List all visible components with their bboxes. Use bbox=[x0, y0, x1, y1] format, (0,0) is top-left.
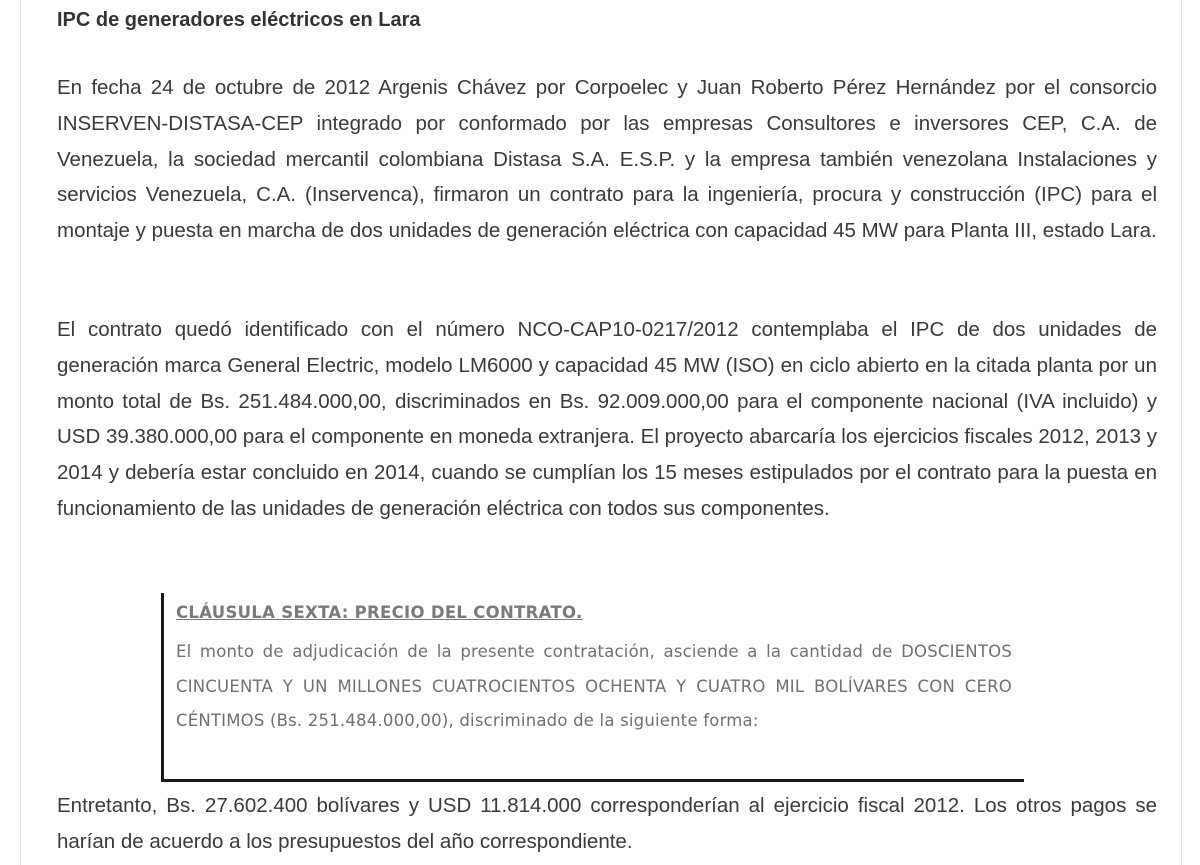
page-border-left bbox=[20, 0, 21, 865]
paragraph-contract-signing: En fecha 24 de octubre de 2012 Argenis Chávez por Corpoelec y Juan Roberto Pérez Hernández por el consorcio INSERVEN-DISTASA-CEP integrado por conformado por las empresas Consultores e inversores CEP, C.A. de Venezuela, la sociedad mercantil colombiana Distasa S.A. E.S.P. y la empresa también venezolana Instalaciones y servicios Venezuela, C.A. (Inservenca), firmaron un contrato para la ingeniería, procura y construcción (IPC) para el montaje y puesta en marcha de dos unidades de generación eléctrica con capacidad 45 MW para Planta III, estado Lara. bbox=[57, 76, 1157, 243]
page-border-right bbox=[1181, 0, 1182, 865]
paragraph-fiscal-2012: Entretanto, Bs. 27.602.400 bolívares y USD 11.814.000 corresponderían al ejercicio fiscal 2012. Los otros pagos se harían de acuerdo a los presupuestos del año correspondiente. bbox=[57, 794, 1157, 853]
article-heading: IPC de generadores eléctricos en Lara bbox=[57, 9, 421, 31]
clause-title: CLÁUSULA SEXTA: PRECIO DEL CONTRATO. bbox=[176, 603, 583, 622]
clause-body: El monto de adjudicación de la presente contratación, asciende a la cantidad de DOSCIENTOS CINCUENTA Y UN MILLONES CUATROCIENTOS OCHENTA Y CUATRO MIL BOLÍVARES CON CERO CÉNTIMOS (Bs. 251.484.000,00), discriminado de la siguiente forma: bbox=[176, 642, 1012, 730]
scanned-clause-excerpt bbox=[161, 593, 1024, 782]
paragraph-contract-details: El contrato quedó identificado con el número NCO-CAP10-0217/2012 contemplaba el IPC de dos unidades de generación marca General Electric, modelo LM6000 y capacidad 45 MW (ISO) en ciclo abierto en la citada planta por un monto total de Bs. 251.484.000,00, discriminados en Bs. 92.009.000,00 para el componente nacional (IVA incluido) y USD 39.380.000,00 para el componente en moneda extranjera. El proyecto abarcaría los ejercicios fiscales 2012, 2013 y 2014 y debería estar concluido en 2014, cuando se cumplían los 15 meses estipulados por el contrato para la puesta en funcionamiento de las unidades de generación eléctrica con todos sus componentes. bbox=[57, 318, 1157, 520]
